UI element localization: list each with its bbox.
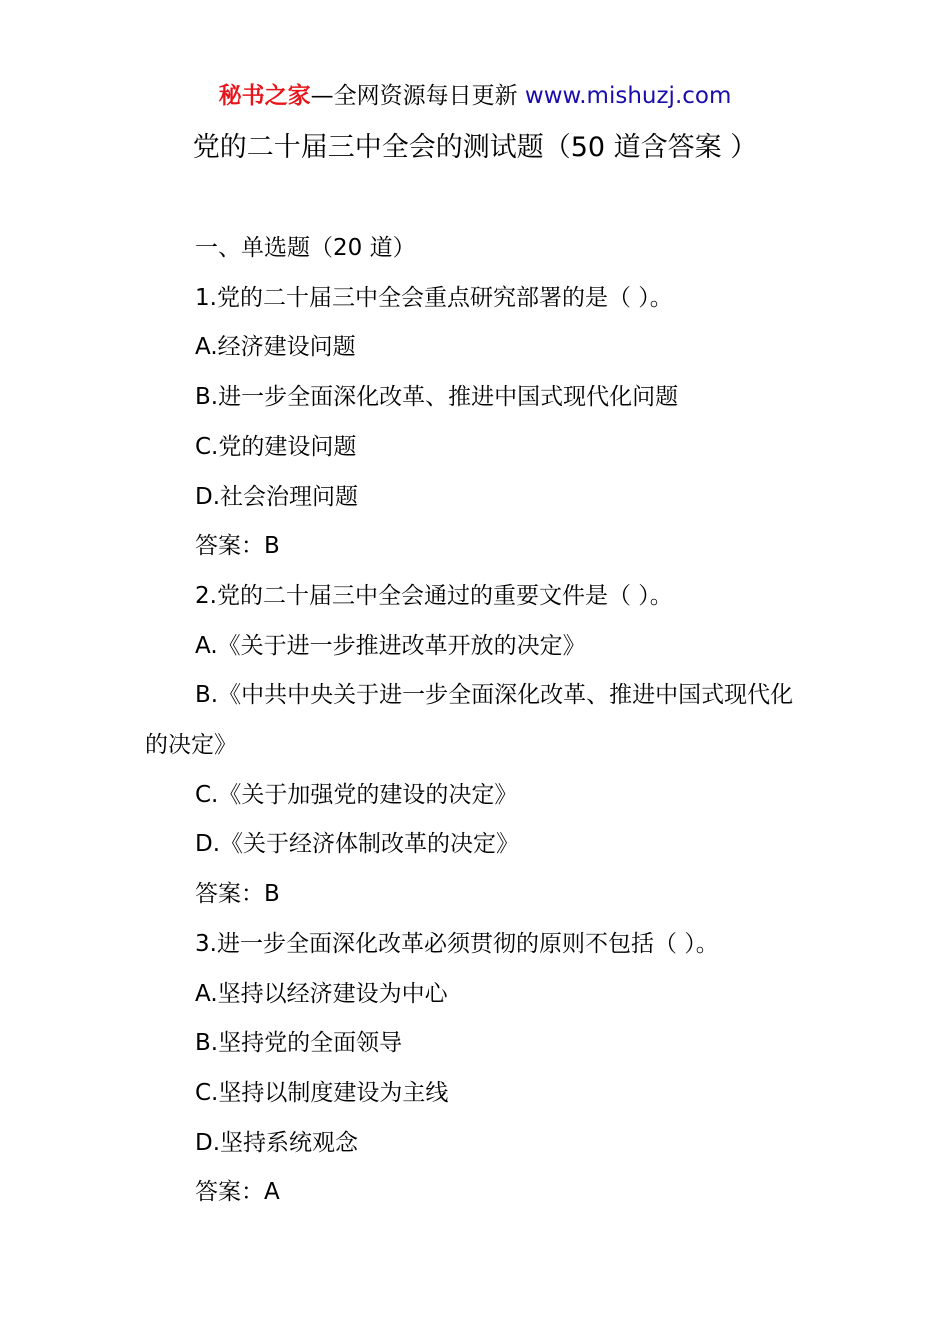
option-b: B.进一步全面深化改革、推进中国式现代化问题	[195, 384, 679, 411]
option-a: A.坚持以经济建设为中心	[195, 980, 448, 1007]
brand-name: 秘书之家	[218, 83, 311, 109]
answer: 答案：B	[195, 881, 280, 908]
option-d: D.坚持系统观念	[195, 1129, 359, 1156]
option-d: D.《关于经济体制改革的决定》	[195, 831, 520, 858]
question-stem: 2.党的二十届三中全会通过的重要文件是（ ）。	[195, 582, 673, 609]
site-header	[0, 80, 950, 112]
answer: 答案：A	[195, 1179, 280, 1206]
question-stem: 1.党的二十届三中全会重点研究部署的是（ ）。	[195, 284, 673, 311]
question-3	[145, 920, 815, 1218]
question-1	[145, 274, 815, 572]
option-b: B.《中共中央关于进一步全面深化改革、推进中国式现代化的决定》	[145, 682, 794, 759]
option-d: D.社会治理问题	[195, 483, 359, 510]
option-c: C.《关于加强党的建设的决定》	[195, 781, 518, 808]
document-body	[145, 224, 815, 1218]
answer: 答案：B	[195, 533, 280, 560]
option-a: A.《关于进一步推进改革开放的决定》	[195, 632, 586, 659]
section-heading: 一、单选题（20 道）	[195, 235, 416, 261]
question-stem: 3.进一步全面深化改革必须贯彻的原则不包括（ ）。	[195, 930, 719, 957]
option-b: B.坚持党的全面领导	[195, 1030, 403, 1057]
site-url-link[interactable]: www.mishuzj.com	[524, 83, 732, 109]
site-tagline: —全网资源每日更新	[310, 83, 518, 109]
question-2	[145, 572, 815, 920]
option-c: C.党的建设问题	[195, 433, 357, 460]
option-a: A.经济建设问题	[195, 334, 356, 361]
document-title: 党的二十届三中全会的测试题（50 道含答案 ）	[192, 132, 758, 163]
option-c: C.坚持以制度建设为主线	[195, 1079, 449, 1106]
